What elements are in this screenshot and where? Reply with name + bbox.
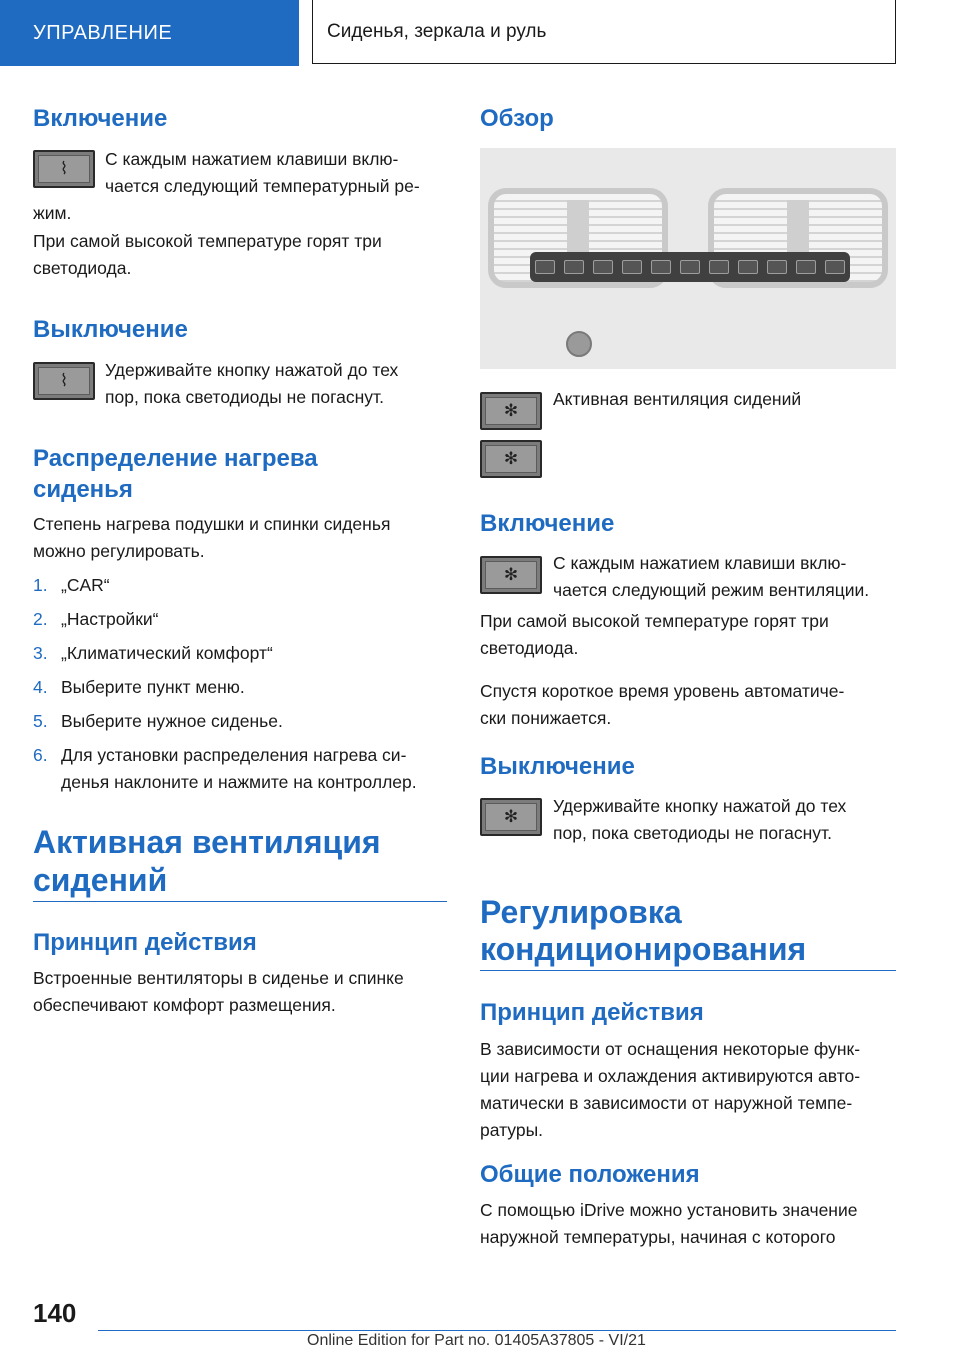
step-text: Для установки распределения нагрева си-: [61, 745, 407, 765]
seat-ventilation-icon: ✻: [480, 798, 542, 836]
text-line: чается следующий режим вентиляции.: [553, 580, 870, 600]
section-tab: УПРАВЛЕНИЕ: [0, 0, 299, 66]
text-line: ратуры.: [480, 1120, 544, 1140]
text-line: чается следующий температурный ре-: [105, 176, 420, 196]
heading-general: Общие положения: [480, 1161, 700, 1188]
seat-heating-button-icon: ⌇: [33, 150, 95, 188]
heading-principle: Принцип действия: [480, 999, 704, 1026]
step-text: „Климатический комфорт“: [61, 643, 273, 663]
seat-ventilation-icon: ✻: [480, 440, 542, 478]
list-item: [33, 606, 417, 640]
step-number: 6.: [33, 745, 48, 765]
list-item-continued: [33, 769, 417, 796]
text-line: можно регулировать.: [33, 541, 205, 561]
text-line: матически в зависимости от наружной темпе-: [480, 1093, 853, 1113]
text-line: Удерживайте кнопку нажатой до тех: [553, 796, 847, 816]
climate-button-strip: [530, 252, 850, 282]
seat-heating-button-icon: ⌇: [33, 362, 95, 400]
text-line: При самой высокой температуре горят три: [480, 611, 829, 631]
text-line: наружной температуры, начиная с которого: [480, 1227, 836, 1247]
list-item: [33, 708, 417, 742]
text-line: пор, пока светодиоды не погаснут.: [553, 823, 832, 843]
heading-ventilation: Активная вентиляция: [33, 824, 381, 860]
text-line: С каждым нажатием клавиши вклю-: [105, 149, 399, 169]
heading-on: Включение: [33, 105, 168, 132]
text-line: ции нагрева и охлаждения активируются авто-: [480, 1066, 861, 1086]
seat-ventilation-icon: ✻: [480, 556, 542, 594]
heading-air-conditioning: Регулировка: [480, 894, 682, 930]
text-line: Степень нагрева подушки и спинки сиденья: [33, 514, 391, 534]
step-text: денья наклоните и нажмите на контроллер.: [61, 772, 417, 792]
section-rule: [33, 901, 447, 902]
step-number: 3.: [33, 643, 48, 663]
list-item: [33, 640, 417, 674]
chapter-title: Сиденья, зеркала и руль: [312, 0, 896, 64]
heading-on: Включение: [480, 510, 615, 537]
step-text: „Настройки“: [61, 609, 159, 629]
heading-overview: Обзор: [480, 105, 554, 132]
text-line: обеспечивают комфорт размещения.: [33, 995, 336, 1015]
text-line: Встроенные вентиляторы в сиденье и спинке: [33, 968, 404, 988]
step-number: 1.: [33, 575, 48, 595]
list-item: [33, 742, 417, 769]
section-rule: [480, 970, 896, 971]
step-number: 4.: [33, 677, 48, 697]
seat-ventilation-icon: ✻: [480, 392, 542, 430]
text-line: светодиода.: [33, 258, 132, 278]
text-line: Спустя короткое время уровень автоматиче-: [480, 681, 845, 701]
climate-panel-photo: [480, 148, 896, 369]
text-line: С помощью iDrive можно установить значение: [480, 1200, 858, 1220]
heading-principle: Принцип действия: [33, 929, 257, 956]
text-line: ски понижается.: [480, 708, 612, 728]
text-line: Удерживайте кнопку нажатой до тех: [105, 360, 399, 380]
step-text: Выберите пункт меню.: [61, 677, 245, 697]
heading-off: Выключение: [480, 753, 635, 780]
heading-ventilation-2: сидений: [33, 862, 168, 898]
heading-distribution-2: сиденья: [33, 476, 133, 503]
text-line: светодиода.: [480, 638, 579, 658]
text-line: Активная вентиляция сидений: [553, 389, 802, 409]
list-item: [33, 572, 417, 606]
heading-off: Выключение: [33, 316, 188, 343]
heading-distribution: Распределение нагрева: [33, 445, 318, 472]
rotary-knob: [566, 331, 592, 357]
text-line: При самой высокой температуре горят три: [33, 231, 382, 251]
text-line: С каждым нажатием клавиши вклю-: [553, 553, 847, 573]
step-number: 5.: [33, 711, 48, 731]
text-line: В зависимости от оснащения некоторые функ-: [480, 1039, 861, 1059]
list-item: [33, 674, 417, 708]
footer-rule: [98, 1330, 896, 1331]
step-text: „CAR“: [61, 575, 110, 595]
text-line: пор, пока светодиоды не погаснут.: [105, 387, 384, 407]
step-number: 2.: [33, 609, 48, 629]
step-text: Выберите нужное сиденье.: [61, 711, 283, 731]
text-line: жим.: [33, 203, 72, 223]
steps-list: [33, 572, 417, 796]
page-number: 140: [33, 1298, 77, 1328]
heading-air-conditioning-2: кондиционирования: [480, 931, 807, 967]
edition-note: Online Edition for Part no. 01405A37805 - VI/21: [307, 1332, 646, 1349]
